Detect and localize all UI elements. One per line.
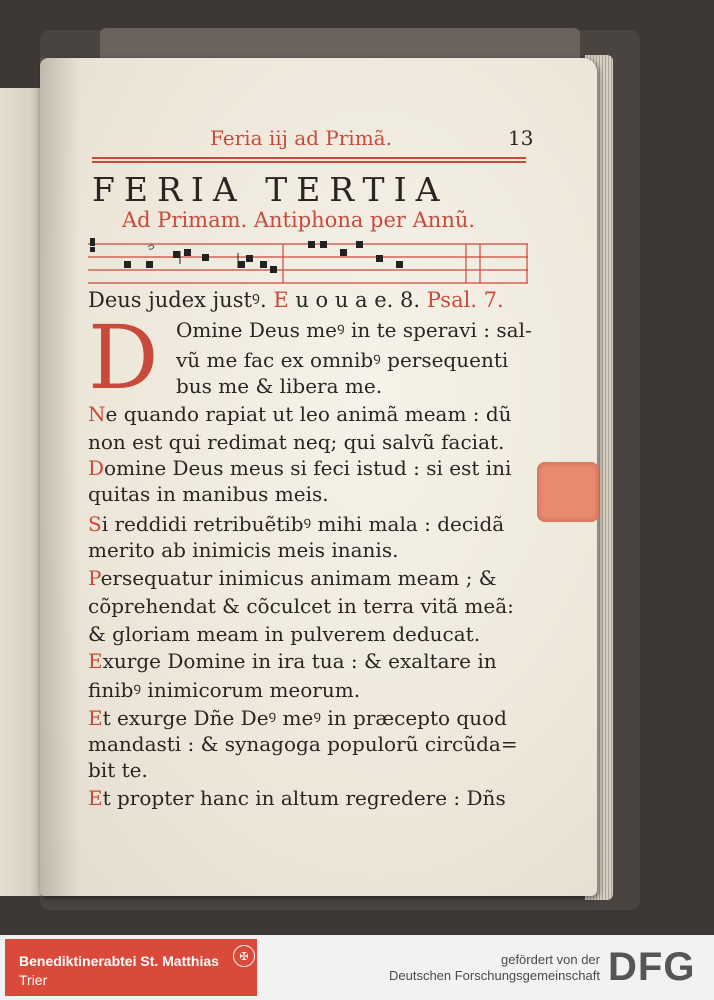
verse-line: bus me & libera me. bbox=[176, 374, 383, 398]
verse-capital: E bbox=[88, 706, 103, 730]
antiphon-incipit: Deus judex justꝰ. bbox=[88, 288, 267, 312]
verse-line: Et exurge Dñe Deꝰ meꝰ in præcepto quod bbox=[88, 706, 507, 730]
tone-initial: E bbox=[273, 288, 289, 312]
neumes bbox=[90, 238, 403, 273]
staff-lines bbox=[88, 244, 528, 283]
footer-bar bbox=[0, 935, 714, 1000]
page-title: FERIA TERTIA bbox=[92, 170, 449, 209]
verse-line: Omine Deus meꝰ in te speravi : sal- bbox=[176, 318, 532, 342]
verse-line: Ne quando rapiat ut leo animã meam : dũ bbox=[88, 402, 512, 426]
dfg-logo[interactable]: DFG bbox=[608, 945, 696, 989]
verse-capital: P bbox=[88, 566, 101, 590]
book-top-edge bbox=[100, 28, 580, 58]
verse-line: cõprehendat & cõculcet in terra vitã meã: bbox=[88, 594, 514, 618]
verse-line: Exurge Domine in ira tua : & exaltare in bbox=[88, 649, 497, 673]
left-page bbox=[0, 88, 42, 896]
header-rule-bottom bbox=[92, 161, 526, 163]
verse-line: Persequatur inimicus animam meam ; & bbox=[88, 566, 497, 590]
institution-name: Benediktinerabtei St. Matthias bbox=[19, 953, 219, 969]
abbey-emblem-icon: ✠ bbox=[233, 945, 255, 967]
verse-capital: N bbox=[88, 402, 106, 426]
header-rule-top bbox=[92, 157, 526, 159]
folio-number: 13 bbox=[508, 126, 534, 150]
verse-line: merito ab inimicis meis inanis. bbox=[88, 538, 399, 562]
verse-line: non est qui redimat neq; qui salvũ faciat. bbox=[88, 430, 505, 454]
verse-capital: E bbox=[88, 786, 103, 810]
funding-text bbox=[389, 952, 600, 984]
verse-capital: D bbox=[88, 456, 105, 480]
verse-line: quitas in manibus meis. bbox=[88, 482, 329, 506]
funding-line-1: gefördert von der bbox=[500, 952, 600, 967]
verse-line: & gloriam meam in pulverem deducat. bbox=[88, 622, 481, 646]
verse-line: Si reddidi retribuẽtibꝰ mihi mala : decidã bbox=[88, 512, 505, 536]
page-tab bbox=[537, 462, 599, 522]
institution-city: Trier bbox=[19, 972, 48, 988]
verse-line: mandasti : & synagoga populorũ circũda= bbox=[88, 732, 518, 756]
verse-line: finibꝰ inimicorum meorum. bbox=[88, 678, 361, 702]
institution-banner[interactable] bbox=[5, 939, 257, 996]
funding-line-2: Deutschen Forschungsgemeinschaft bbox=[388, 968, 600, 983]
running-head: Feria iij ad Primã. bbox=[210, 126, 392, 150]
verse-capital: E bbox=[88, 649, 103, 673]
drop-cap-initial: D bbox=[88, 306, 159, 409]
verse-capital: S bbox=[88, 512, 102, 536]
verse-line: Domine Deus meus si feci istud : si est ini bbox=[88, 456, 512, 480]
verse-line: bit te. bbox=[88, 758, 148, 782]
verse-line: vũ me fac ex omnibꝰ persequenti bbox=[176, 348, 509, 372]
tone-syllables: u o u a e. 8. bbox=[288, 288, 421, 312]
page-subtitle: Ad Primam. Antiphona per Annũ. bbox=[122, 208, 476, 232]
verse-line: Et propter hanc in altum regredere : Dñs bbox=[88, 786, 506, 810]
psalm-reference: Psal. 7. bbox=[420, 288, 504, 312]
